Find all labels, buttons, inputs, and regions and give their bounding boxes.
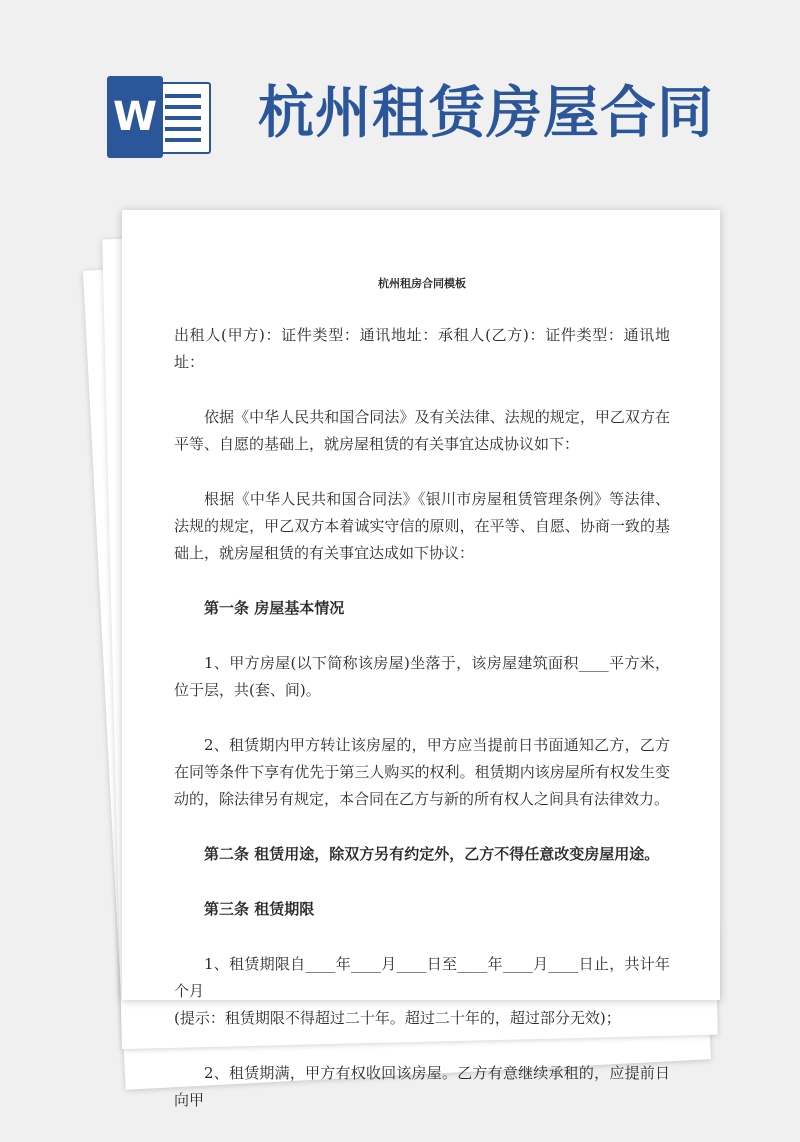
document-title: 杭州租房合同模板	[378, 277, 466, 290]
word-document-icon	[107, 76, 215, 158]
article-1-clause-1: 1、甲方房屋(以下简称该房屋)坐落于，该房屋建筑面积____平方米，位于层，共(套、间)。	[174, 654, 670, 699]
word-letter-badge: W	[107, 76, 163, 158]
article-3-heading: 第三条 租赁期限	[204, 900, 315, 918]
page-header	[0, 0, 800, 200]
document-page	[122, 210, 720, 1109]
article-1-clause-2: 2、租赁期内甲方转让该房屋的，甲方应当提前日书面通知乙方，乙方在同等条件下享有优先于第三人购买的权利。租赁期内该房屋所有权发生变动的，除法律另有规定，本合同在乙方与新的所有权人之间具有法律效力。	[174, 736, 670, 808]
agreement-paragraph: 根据《中华人民共和国合同法》《银川市房屋租赁管理条例》等法律、法规的规定，甲乙双方本着诚实守信的原则，在平等、自愿、协商一致的基础上，就房屋租赁的有关事宜达成如下协议：	[174, 490, 670, 562]
parties-paragraph: 出租人(甲方)：证件类型：通讯地址：承租人(乙方)：证件类型：通讯地址：	[174, 326, 670, 371]
article-3-clause-1: 1、租赁期限自____年____月____日至____年____月____日止，共计年个月	[174, 955, 670, 1000]
document-body	[174, 276, 670, 1142]
article-2-heading: 第二条 租赁用途，除双方另有约定外，乙方不得任意改变房屋用途。	[204, 845, 660, 863]
basis-paragraph: 依据《中华人民共和国合同法》及有关法律、法规的规定，甲乙双方在平等、自愿的基础上，就房屋租赁的有关事宜达成协议如下：	[174, 408, 670, 453]
page-title: 杭州租赁房屋合同	[258, 81, 714, 146]
article-3-note: (提示：租赁期限不得超过二十年。超过二十年的，超过部分无效)；	[174, 1009, 621, 1027]
article-3-clause-2: 2、租赁期满，甲方有权收回该房屋。乙方有意继续承租的，应提前日向甲	[174, 1064, 670, 1109]
article-1-heading: 第一条 房屋基本情况	[204, 599, 345, 617]
